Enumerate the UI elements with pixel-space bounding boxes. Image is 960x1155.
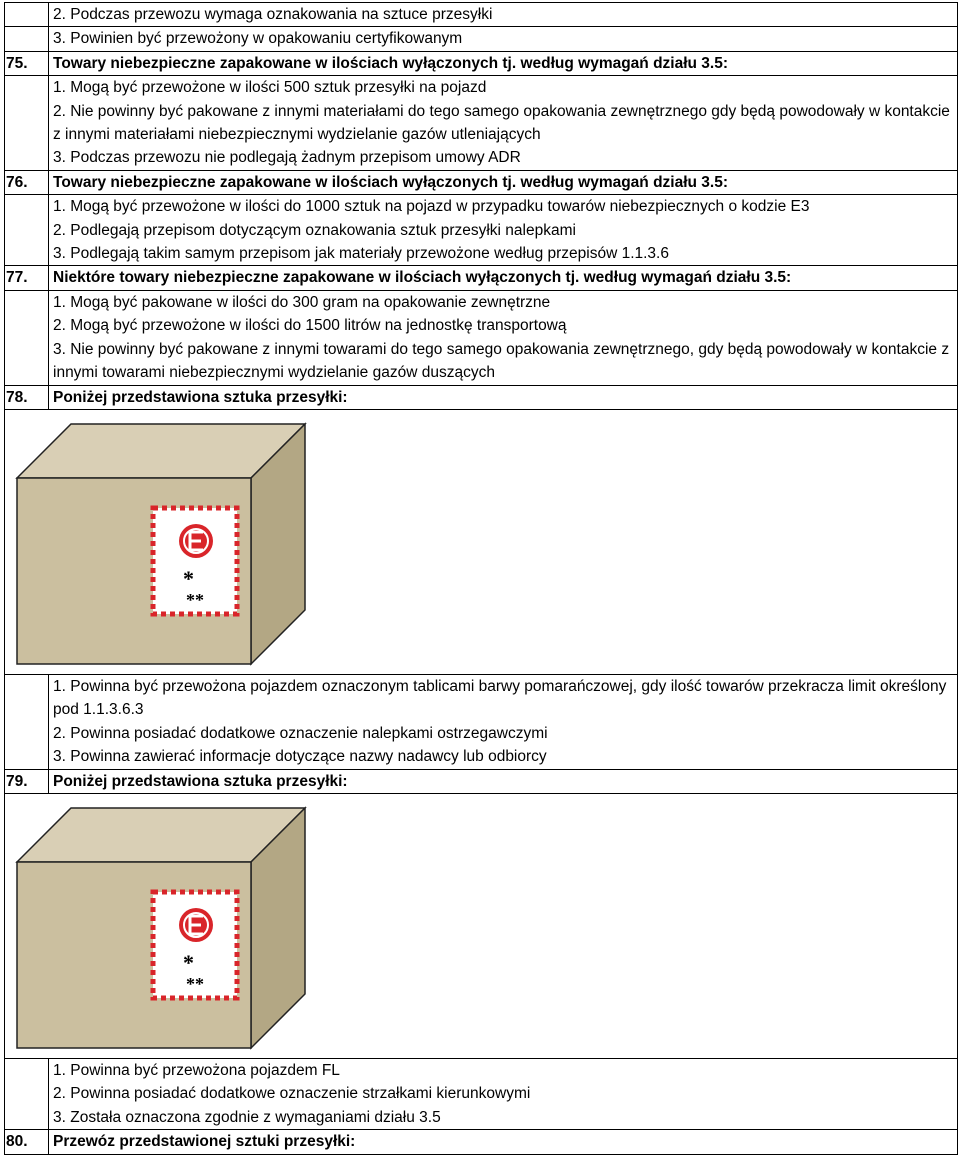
question-text: Towary niebezpieczne zapakowane w ilościach wyłączonych tj. według wymagań działu 3.5: bbox=[49, 170, 958, 194]
table-row bbox=[5, 674, 958, 769]
answer-option: 2. Podczas przewozu wymaga oznakowania na sztuce przesyłki bbox=[49, 3, 958, 27]
question-text: Niektóre towary niebezpieczne zapakowane w ilościach wyłączonych tj. według wymagań działu 3.5: bbox=[49, 266, 958, 290]
answer-option: 1. Mogą być przewożone w ilości do 1000 sztuk na pojazd w przypadku towarów niebezpiecznych o kodzie E3 2. Podlegają przepisom dotyczącym oznakowania sztuk przesyłki nalepkami 3. Podlegają takim samym przepisom jak materiały przewożone według przepisów 1.1.3.6 bbox=[49, 195, 958, 266]
answer-option: 1. Powinna być przewożona pojazdem oznaczonym tablicami barwy pomarańczowej, gdy ilość towarów przekracza limit określony pod 1.1.3.6.3 2. Powinna posiadać dodatkowe oznaczenie nalepkami ostrzegawczymi 3. Powinna zawierać informacje dotyczące nazwy nadawcy lub odbiorcy bbox=[49, 674, 958, 769]
table-row bbox=[5, 1058, 958, 1129]
question-number: 79. bbox=[5, 769, 49, 793]
table-row bbox=[5, 195, 958, 266]
package-box-image bbox=[9, 800, 309, 1050]
svg-text:**: ** bbox=[186, 973, 204, 994]
table-row bbox=[5, 3, 958, 27]
excepted-quantities-label bbox=[153, 892, 237, 998]
question-text: Przewóz przedstawionej sztuki przesyłki: bbox=[49, 1130, 958, 1154]
svg-text:*: * bbox=[183, 565, 194, 591]
table-row bbox=[5, 1130, 958, 1154]
answer-option: 1. Mogą być przewożone w ilości 500 sztuk przesyłki na pojazd 2. Nie powinny być pakowane z innymi materiałami do tego samego opakowania zewnętrznego gdy będą powodowały w kontakcie z innymi materiałami niebezpiecznymi wydzielanie gazów utleniających 3. Podczas przewozu nie podlegają żadnym przepisom umowy ADR bbox=[49, 76, 958, 171]
question-number: 80. bbox=[5, 1130, 49, 1154]
table-row bbox=[5, 27, 958, 51]
question-number: 76. bbox=[5, 170, 49, 194]
answer-option: 1. Mogą być pakowane w ilości do 300 gram na opakowanie zewnętrzne 2. Mogą być przewożone w ilości do 1500 litrów na jednostkę transportową 3. Nie powinny być pakowane z innymi towarami do tego samego opakowania zewnętrznego, gdy będą powodowały w kontakcie z innymi towarami niebezpiecznymi wydzielanie gazów duszących bbox=[49, 290, 958, 385]
table-row bbox=[5, 51, 958, 75]
question-text: Poniżej przedstawiona sztuka przesyłki: bbox=[49, 769, 958, 793]
table-row bbox=[5, 76, 958, 171]
table-row bbox=[5, 409, 958, 674]
question-text: Poniżej przedstawiona sztuka przesyłki: bbox=[49, 385, 958, 409]
question-table bbox=[4, 2, 958, 1155]
question-number: 77. bbox=[5, 266, 49, 290]
answer-option: 3. Powinien być przewożony w opakowaniu certyfikowanym bbox=[49, 27, 958, 51]
svg-text:*: * bbox=[183, 949, 194, 975]
excepted-quantities-label bbox=[153, 508, 237, 614]
svg-text:**: ** bbox=[186, 589, 204, 610]
package-image-cell bbox=[5, 793, 958, 1058]
table-row bbox=[5, 385, 958, 409]
table-row bbox=[5, 170, 958, 194]
question-number: 75. bbox=[5, 51, 49, 75]
package-image-cell bbox=[5, 409, 958, 674]
table-row bbox=[5, 290, 958, 385]
table-row bbox=[5, 769, 958, 793]
package-box-image bbox=[9, 416, 309, 666]
table-row bbox=[5, 266, 958, 290]
table-row bbox=[5, 793, 958, 1058]
answer-option: 1. Powinna być przewożona pojazdem FL 2. Powinna posiadać dodatkowe oznaczenie strzałkami kierunkowymi 3. Została oznaczona zgodnie z wymaganiami działu 3.5 bbox=[49, 1058, 958, 1129]
question-number: 78. bbox=[5, 385, 49, 409]
question-text: Towary niebezpieczne zapakowane w ilościach wyłączonych tj. według wymagań działu 3.5: bbox=[49, 51, 958, 75]
